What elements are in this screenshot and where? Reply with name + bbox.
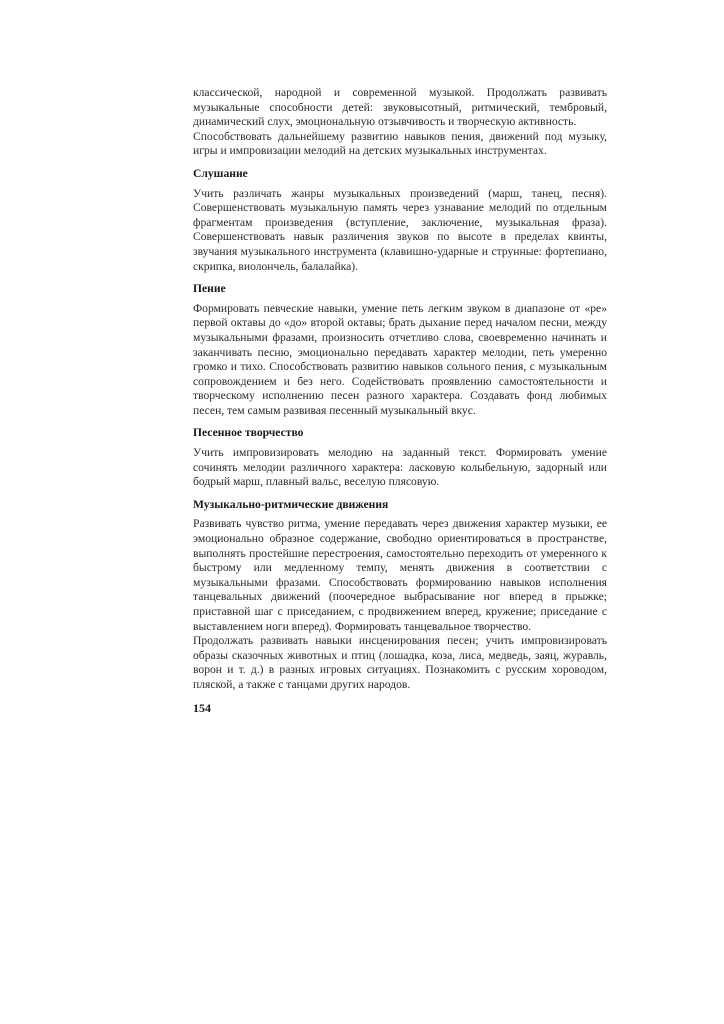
section-listening — [193, 167, 607, 274]
section-song-creativity — [193, 426, 607, 489]
intro-paragraph: классической, народной и современной музыкой. Продолжать развивать музыкальные способности детей: звуковысотный, ритмический, тембровый, динамический слух, эмоциональную отзывчивость и творческую активность. — [193, 86, 607, 129]
section-paragraph: Развивать чувство ритма, умение передавать через движения характер музыки, ее эмоционально образное содержание, свободно ориентироваться в пространстве, выполнять простейшие перестроения, самостоятельно переходить от умеренного к быстрому или медленному темпу, менять движения в соответствии с музыкальными фразами. Способствовать формированию навыков исполнения танцевальных движений (поочередное выбрасывание ног вперед в прыжке; приставной шаг с приседанием, с продвижением вперед, кружение; приседание с выставлением ноги вперед). Формировать танцевальное творчество. — [193, 517, 607, 633]
section-heading: Музыкально-ритмические движения — [193, 497, 389, 511]
section-heading: Пение — [193, 282, 226, 296]
section-paragraph: Учить различать жанры музыкальных произведений (марш, танец, песня). Совершенствовать музыкальную память через узнавание мелодий по отдельным фрагментам произведения (вступление, заключение, музыкальная фраза). Совершенствовать навык различения звуков по высоте в пределах квинты, звучания музыкального инструмента (клавишно-ударные и струнные: фортепиано, скрипка, виолончель, балалайка). — [193, 186, 607, 273]
section-paragraph: Продолжать развивать навыки инсценирования песен; учить импровизировать образы сказочных животных и птиц (лошадка, коза, лиса, медведь, заяц, журавль, ворон и т. д.) в разных игровых ситуациях. Познакомить с русским хороводом, пляской, а также с танцами других народов. — [193, 634, 607, 691]
page-number: 154 — [193, 700, 211, 715]
section-paragraph: Формировать певческие навыки, умение петь легким звуком в диапазоне от «ре» первой октавы до «до» второй октавы; брать дыхание перед началом песни, между музыкальными фразами, произносить отчетливо слова, своевременно начинать и заканчивать песню, эмоционально передавать характер мелодии, петь умеренно громко и тихо. Способствовать развитию навыков сольного пения, с музыкальным сопровождением и без него. Содействовать проявлению самостоятельности и творческому исполнению песен разного характера. Создавать фонд любимых песен, тем самым развивая песенный музыкальный вкус. — [193, 301, 607, 417]
section-singing — [193, 282, 607, 418]
intro-paragraph: Способствовать дальнейшему развитию навыков пения, движений под музыку, игры и импровизации мелодий на детских музыкальных инструментах. — [193, 129, 607, 158]
section-heading: Песенное творчество — [193, 426, 304, 440]
section-paragraph: Учить импровизировать мелодию на заданный текст. Формировать умение сочинять мелодии различного характера: ласковую колыбельную, задорный или бодрый марш, плавный вальс, веселую плясовую. — [193, 446, 607, 489]
document-page — [193, 86, 607, 715]
section-rhythmic-movements — [193, 498, 607, 693]
section-heading: Слушание — [193, 166, 248, 180]
